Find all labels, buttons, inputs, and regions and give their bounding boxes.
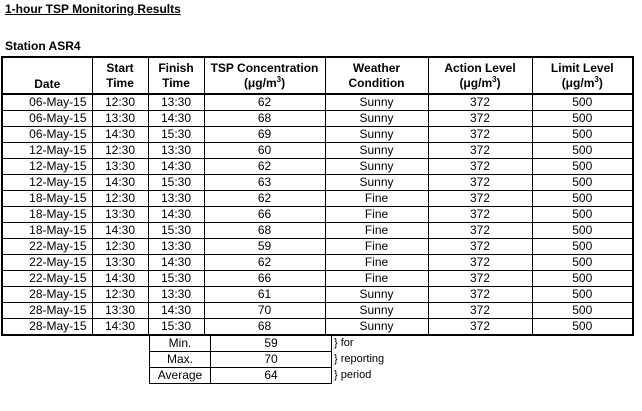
start-time-cell: 12:30 (92, 143, 148, 159)
tsp-cell: 61 (204, 287, 325, 303)
weather-cell: Sunny (325, 143, 428, 159)
finish-time-cell: 14:30 (148, 159, 204, 175)
summary-note: } period (334, 369, 372, 381)
finish-time-cell: 13:30 (148, 239, 204, 255)
tsp-cell: 62 (204, 94, 325, 111)
finish-time-cell: 13:30 (148, 94, 204, 111)
action-level-cell: 372 (428, 143, 532, 159)
tsp-cell: 62 (204, 159, 325, 175)
finish-time-cell: 13:30 (148, 191, 204, 207)
limit-level-cell: 500 (532, 239, 633, 255)
action-level-cell: 372 (428, 159, 532, 175)
table-row (2, 159, 633, 175)
table-row (2, 255, 633, 271)
action-level-cell: 372 (428, 207, 532, 223)
finish-time-cell: 14:30 (148, 255, 204, 271)
action-level-cell: 372 (428, 191, 532, 207)
weather-cell: Fine (325, 207, 428, 223)
tsp-cell: 68 (204, 223, 325, 239)
weather-cell: Fine (325, 255, 428, 271)
limit-level-cell: 500 (532, 175, 633, 191)
start-time-cell: 12:30 (92, 191, 148, 207)
header-limit-level: Limit Level $(\mu g/m^3)$ (532, 57, 633, 94)
action-level-cell: 372 (428, 223, 532, 239)
action-level-cell: 372 (428, 111, 532, 127)
action-level-cell: 372 (428, 319, 532, 336)
table-row (2, 271, 633, 287)
limit-level-cell: 500 (532, 255, 633, 271)
date-cell: 28-May-15 (2, 287, 92, 303)
summary-value: 64 (211, 368, 332, 384)
station-label: Station ASR4 (5, 39, 81, 53)
header-action-level: Action Level $(\mu g/m^3)$ (428, 57, 532, 94)
weather-cell: Sunny (325, 127, 428, 143)
limit-level-cell: 500 (532, 159, 633, 175)
tsp-results-table (1, 56, 634, 336)
table-row (2, 143, 633, 159)
weather-cell: Sunny (325, 319, 428, 336)
report-title: 1-hour TSP Monitoring Results (5, 2, 181, 16)
action-level-cell: 372 (428, 255, 532, 271)
tsp-cell: 62 (204, 255, 325, 271)
tsp-cell: 70 (204, 303, 325, 319)
summary-label: Max. (150, 352, 211, 368)
finish-time-cell: 14:30 (148, 303, 204, 319)
table-header-row (2, 57, 633, 94)
date-cell: 06-May-15 (2, 94, 92, 111)
limit-level-cell: 500 (532, 191, 633, 207)
start-time-cell: 13:30 (92, 159, 148, 175)
weather-cell: Fine (325, 223, 428, 239)
table-row (2, 303, 633, 319)
weather-cell: Sunny (325, 287, 428, 303)
action-level-cell: 372 (428, 175, 532, 191)
weather-cell: Fine (325, 271, 428, 287)
finish-time-cell: 15:30 (148, 175, 204, 191)
limit-level-cell: 500 (532, 127, 633, 143)
summary-note: } reporting (334, 353, 385, 365)
action-level-cell: 372 (428, 303, 532, 319)
header-finish-time: Finish Time (148, 57, 204, 94)
tsp-cell: 66 (204, 207, 325, 223)
limit-level-cell: 500 (532, 94, 633, 111)
limit-level-cell: 500 (532, 223, 633, 239)
start-time-cell: 14:30 (92, 223, 148, 239)
start-time-cell: 14:30 (92, 127, 148, 143)
start-time-cell: 12:30 (92, 94, 148, 111)
summary-label: Average (150, 368, 211, 384)
finish-time-cell: 14:30 (148, 111, 204, 127)
date-cell: 22-May-15 (2, 255, 92, 271)
weather-cell: Sunny (325, 303, 428, 319)
weather-cell: Fine (325, 239, 428, 255)
date-cell: 12-May-15 (2, 143, 92, 159)
date-cell: 06-May-15 (2, 111, 92, 127)
finish-time-cell: 15:30 (148, 223, 204, 239)
date-cell: 12-May-15 (2, 159, 92, 175)
summary-table (149, 335, 412, 384)
limit-level-cell: 500 (532, 207, 633, 223)
header-date: Date (2, 57, 92, 94)
finish-time-cell: 15:30 (148, 127, 204, 143)
table-row (2, 175, 633, 191)
tsp-cell: 60 (204, 143, 325, 159)
date-cell: 18-May-15 (2, 207, 92, 223)
summary-row-average (150, 368, 412, 384)
start-time-cell: 13:30 (92, 111, 148, 127)
table-row (2, 94, 633, 111)
table-row (2, 223, 633, 239)
tsp-cell: 59 (204, 239, 325, 255)
finish-time-cell: 13:30 (148, 143, 204, 159)
start-time-cell: 12:30 (92, 239, 148, 255)
summary-row-max (150, 352, 412, 368)
action-level-cell: 372 (428, 94, 532, 111)
date-cell: 28-May-15 (2, 303, 92, 319)
tsp-cell: 66 (204, 271, 325, 287)
date-cell: 22-May-15 (2, 271, 92, 287)
limit-level-cell: 500 (532, 319, 633, 336)
start-time-cell: 14:30 (92, 271, 148, 287)
start-time-cell: 13:30 (92, 255, 148, 271)
finish-time-cell: 13:30 (148, 287, 204, 303)
tsp-cell: 69 (204, 127, 325, 143)
tsp-cell: 68 (204, 111, 325, 127)
limit-level-cell: 500 (532, 271, 633, 287)
start-time-cell: 14:30 (92, 175, 148, 191)
table-row (2, 111, 633, 127)
summary-label: Min. (150, 336, 211, 352)
table-row (2, 319, 633, 336)
date-cell: 18-May-15 (2, 223, 92, 239)
weather-cell: Sunny (325, 94, 428, 111)
limit-level-cell: 500 (532, 111, 633, 127)
limit-level-cell: 500 (532, 287, 633, 303)
limit-level-cell: 500 (532, 143, 633, 159)
start-time-cell: 12:30 (92, 287, 148, 303)
weather-cell: Sunny (325, 159, 428, 175)
action-level-cell: 372 (428, 127, 532, 143)
start-time-cell: 13:30 (92, 303, 148, 319)
table-row (2, 191, 633, 207)
table-row (2, 127, 633, 143)
table-row (2, 239, 633, 255)
header-start-time: Start Time (92, 57, 148, 94)
header-weather-condition: Weather Condition (325, 57, 428, 94)
action-level-cell: 372 (428, 239, 532, 255)
start-time-cell: 14:30 (92, 319, 148, 336)
start-time-cell: 13:30 (92, 207, 148, 223)
date-cell: 06-May-15 (2, 127, 92, 143)
table-row (2, 207, 633, 223)
finish-time-cell: 14:30 (148, 207, 204, 223)
action-level-cell: 372 (428, 271, 532, 287)
tsp-cell: 63 (204, 175, 325, 191)
date-cell: 22-May-15 (2, 239, 92, 255)
summary-value: 70 (211, 352, 332, 368)
finish-time-cell: 15:30 (148, 319, 204, 336)
summary-note: } for (334, 337, 354, 349)
weather-cell: Sunny (325, 175, 428, 191)
header-tsp-concentration: TSP Concentration $(\mu g/m^3)$ (204, 57, 325, 94)
tsp-cell: 62 (204, 191, 325, 207)
action-level-cell: 372 (428, 287, 532, 303)
summary-row-min (150, 336, 412, 352)
date-cell: 28-May-15 (2, 319, 92, 336)
weather-cell: Sunny (325, 111, 428, 127)
table-row (2, 287, 633, 303)
finish-time-cell: 15:30 (148, 271, 204, 287)
limit-level-cell: 500 (532, 303, 633, 319)
summary-value: 59 (211, 336, 332, 352)
weather-cell: Fine (325, 191, 428, 207)
date-cell: 12-May-15 (2, 175, 92, 191)
date-cell: 18-May-15 (2, 191, 92, 207)
tsp-cell: 68 (204, 319, 325, 336)
